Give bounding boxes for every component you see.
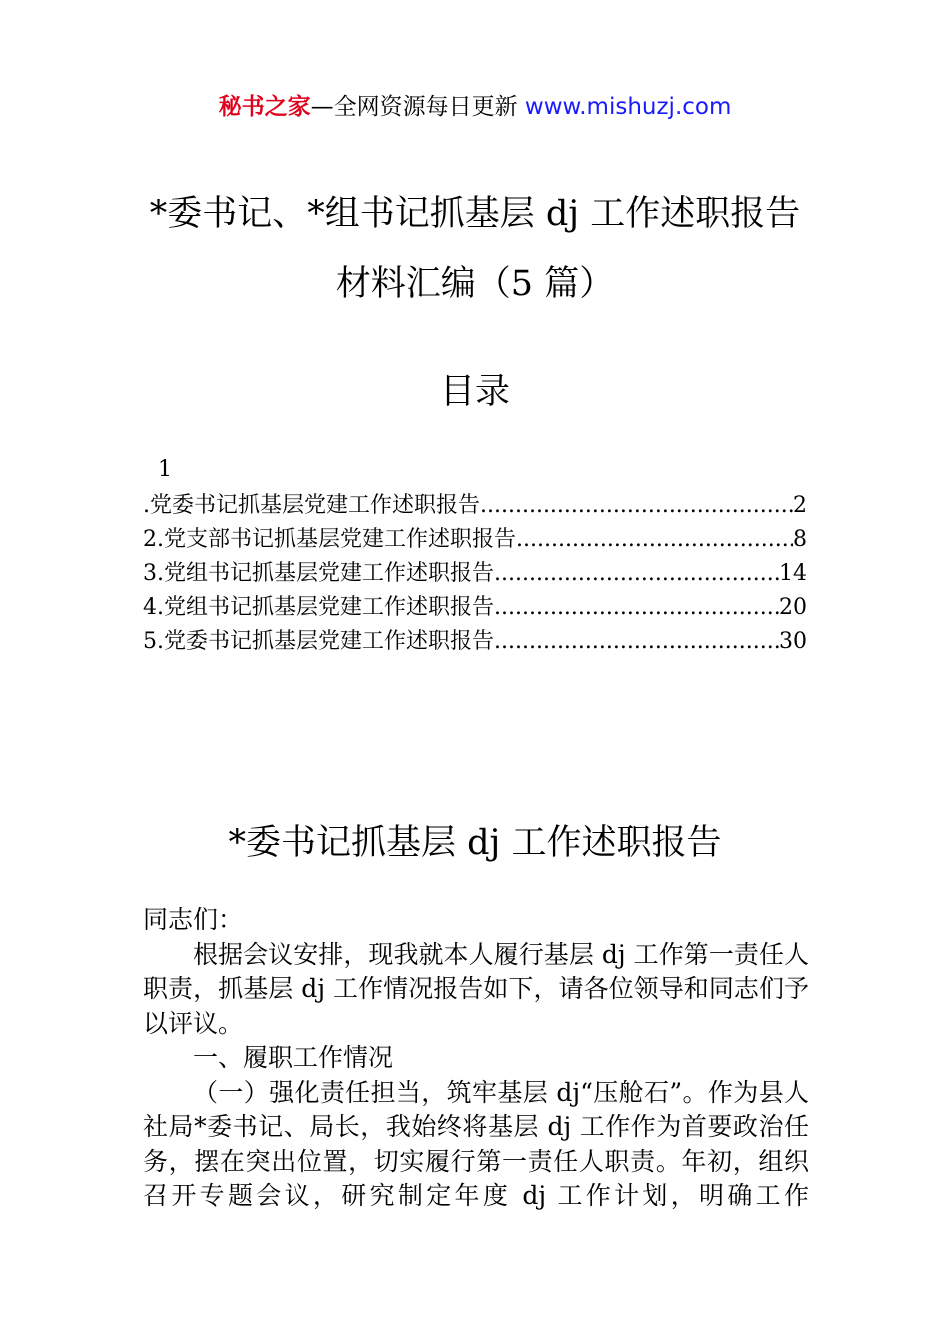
banner-slogan: —全网资源每日更新 <box>310 94 525 120</box>
compilation-title-line2: 材料汇编（5 篇） <box>335 264 615 304</box>
report-title: *委书记抓基层 dj 工作述职报告 <box>228 823 722 863</box>
paragraph-intro: 根据会议安排，现我就本人履行基层 dj 工作第一责任人职责，抓基层 dj 工作情况报告如下，请各位领导和同志们予以评议。 <box>143 939 809 1038</box>
toc-entry-page: 8 <box>793 527 807 552</box>
toc-entry-2[interactable] <box>143 522 807 556</box>
toc-entry-label: 4.党组书记抓基层党建工作述职报告 <box>143 595 494 620</box>
toc-entry-page: 2 <box>793 493 807 518</box>
toc-leader-dots <box>516 527 793 552</box>
toc-leader-dots <box>494 629 779 654</box>
section-heading: 一、履职工作情况 <box>193 1043 394 1072</box>
toc-entry-4[interactable] <box>143 590 807 624</box>
toc-entry-3[interactable] <box>143 556 807 590</box>
toc-entry-1[interactable] <box>143 488 807 522</box>
toc-entry-label: 5.党委书记抓基层党建工作述职报告 <box>143 629 494 654</box>
table-of-contents <box>143 488 807 658</box>
banner-brand: 秘书之家 <box>218 94 311 120</box>
salutation: 同志们： <box>143 905 244 934</box>
banner-url-link[interactable]: www.mishuzj.com <box>524 94 732 120</box>
site-banner <box>0 88 950 121</box>
toc-heading: 目录 <box>439 372 510 412</box>
toc-entry-page: 20 <box>779 595 807 620</box>
toc-leader-dots <box>494 561 779 586</box>
report-body <box>143 903 809 1214</box>
toc-entry-page: 14 <box>779 561 807 586</box>
toc-entry-label: .党委书记抓基层党建工作述职报告 <box>143 493 480 518</box>
toc-entry-label: 3.党组书记抓基层党建工作述职报告 <box>143 561 494 586</box>
toc-leader-dots <box>494 595 779 620</box>
compilation-title-line1: *委书记、*组书记抓基层 dj 工作述职报告 <box>149 194 801 234</box>
toc-entry-page: 30 <box>779 629 807 654</box>
toc-entry-5[interactable] <box>143 624 807 658</box>
paragraph-body: （一）强化责任担当，筑牢基层 dj“压舱石”。作为县人社局*委书记、局长，我始终将基层 dj 工作作为首要政治任务，摆在突出位置，切实履行第一责任人职责。年初，组织召开专题会议，研究制定年度 dj 工作计划，明确工作 <box>143 1077 809 1210</box>
toc-first-number: 1 <box>158 457 172 482</box>
toc-entry-label: 2.党支部书记抓基层党建工作述职报告 <box>143 527 516 552</box>
toc-leader-dots <box>480 493 793 518</box>
